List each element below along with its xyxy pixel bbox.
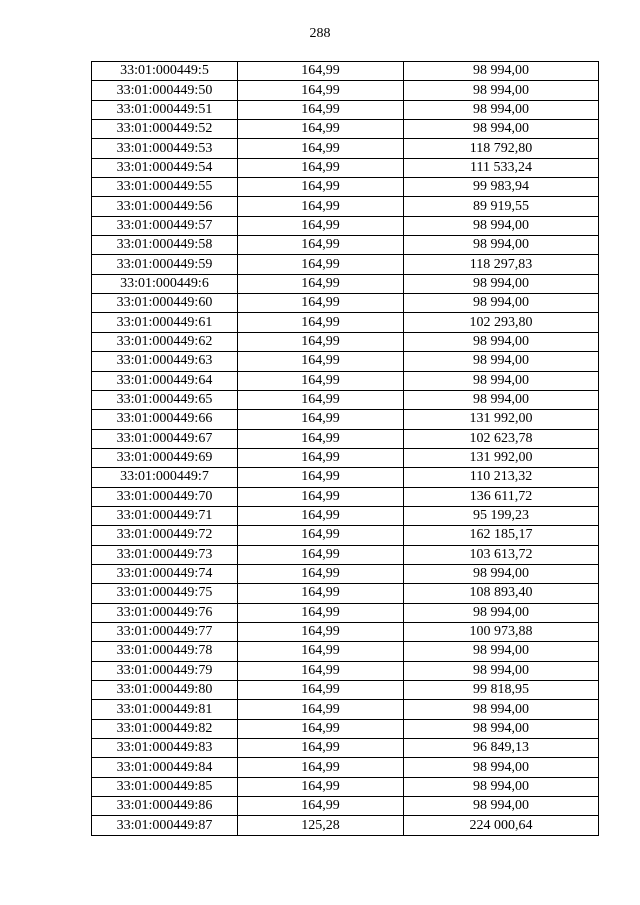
area-cell: 164,99 bbox=[238, 236, 404, 255]
table-row bbox=[92, 700, 599, 719]
value-cell: 98 994,00 bbox=[404, 661, 599, 680]
cadastral-number-cell: 33:01:000449:80 bbox=[92, 681, 238, 700]
area-cell: 164,99 bbox=[238, 700, 404, 719]
value-cell: 98 994,00 bbox=[404, 216, 599, 235]
value-cell: 98 994,00 bbox=[404, 371, 599, 390]
table-row bbox=[92, 100, 599, 119]
value-cell: 98 994,00 bbox=[404, 62, 599, 81]
cadastral-number-cell: 33:01:000449:59 bbox=[92, 255, 238, 274]
table-row bbox=[92, 468, 599, 487]
table-row bbox=[92, 719, 599, 738]
area-cell: 164,99 bbox=[238, 100, 404, 119]
value-cell: 118 792,80 bbox=[404, 139, 599, 158]
value-cell: 98 994,00 bbox=[404, 236, 599, 255]
value-cell: 224 000,64 bbox=[404, 816, 599, 835]
area-cell: 125,28 bbox=[238, 816, 404, 835]
table-row bbox=[92, 487, 599, 506]
table-row bbox=[92, 642, 599, 661]
area-cell: 164,99 bbox=[238, 197, 404, 216]
table-row bbox=[92, 429, 599, 448]
area-cell: 164,99 bbox=[238, 681, 404, 700]
area-cell: 164,99 bbox=[238, 390, 404, 409]
cadastral-number-cell: 33:01:000449:70 bbox=[92, 487, 238, 506]
cadastral-number-cell: 33:01:000449:56 bbox=[92, 197, 238, 216]
cadastral-number-cell: 33:01:000449:79 bbox=[92, 661, 238, 680]
cadastral-number-cell: 33:01:000449:76 bbox=[92, 603, 238, 622]
area-cell: 164,99 bbox=[238, 371, 404, 390]
value-cell: 98 994,00 bbox=[404, 390, 599, 409]
value-cell: 98 994,00 bbox=[404, 758, 599, 777]
table-row bbox=[92, 158, 599, 177]
area-cell: 164,99 bbox=[238, 294, 404, 313]
value-cell: 98 994,00 bbox=[404, 700, 599, 719]
area-cell: 164,99 bbox=[238, 739, 404, 758]
cadastral-number-cell: 33:01:000449:58 bbox=[92, 236, 238, 255]
table-row bbox=[92, 777, 599, 796]
cadastral-number-cell: 33:01:000449:81 bbox=[92, 700, 238, 719]
table-row bbox=[92, 622, 599, 641]
value-cell: 102 293,80 bbox=[404, 313, 599, 332]
table-row bbox=[92, 661, 599, 680]
area-cell: 164,99 bbox=[238, 797, 404, 816]
table-row bbox=[92, 506, 599, 525]
area-cell: 164,99 bbox=[238, 81, 404, 100]
value-cell: 118 297,83 bbox=[404, 255, 599, 274]
value-cell: 98 994,00 bbox=[404, 81, 599, 100]
cadastral-number-cell: 33:01:000449:78 bbox=[92, 642, 238, 661]
cadastral-number-cell: 33:01:000449:60 bbox=[92, 294, 238, 313]
area-cell: 164,99 bbox=[238, 468, 404, 487]
area-cell: 164,99 bbox=[238, 448, 404, 467]
value-cell: 98 994,00 bbox=[404, 564, 599, 583]
table-row bbox=[92, 274, 599, 293]
table-row bbox=[92, 410, 599, 429]
cadastral-number-cell: 33:01:000449:51 bbox=[92, 100, 238, 119]
cadastral-number-cell: 33:01:000449:55 bbox=[92, 178, 238, 197]
area-cell: 164,99 bbox=[238, 410, 404, 429]
cadastral-number-cell: 33:01:000449:86 bbox=[92, 797, 238, 816]
table-row bbox=[92, 81, 599, 100]
table-row bbox=[92, 120, 599, 139]
table-row bbox=[92, 797, 599, 816]
table-row bbox=[92, 681, 599, 700]
table-row bbox=[92, 816, 599, 835]
table-row bbox=[92, 371, 599, 390]
table-row bbox=[92, 197, 599, 216]
table-body bbox=[92, 62, 599, 836]
cadastral-number-cell: 33:01:000449:82 bbox=[92, 719, 238, 738]
table-row bbox=[92, 139, 599, 158]
table-row bbox=[92, 255, 599, 274]
cadastral-number-cell: 33:01:000449:71 bbox=[92, 506, 238, 525]
table-row bbox=[92, 332, 599, 351]
cadastral-number-cell: 33:01:000449:69 bbox=[92, 448, 238, 467]
area-cell: 164,99 bbox=[238, 178, 404, 197]
table-row bbox=[92, 545, 599, 564]
cadastral-number-cell: 33:01:000449:75 bbox=[92, 584, 238, 603]
area-cell: 164,99 bbox=[238, 62, 404, 81]
value-cell: 98 994,00 bbox=[404, 100, 599, 119]
cadastral-number-cell: 33:01:000449:73 bbox=[92, 545, 238, 564]
cadastral-number-cell: 33:01:000449:67 bbox=[92, 429, 238, 448]
value-cell: 98 994,00 bbox=[404, 603, 599, 622]
value-cell: 89 919,55 bbox=[404, 197, 599, 216]
area-cell: 164,99 bbox=[238, 545, 404, 564]
table-row bbox=[92, 584, 599, 603]
table-row bbox=[92, 758, 599, 777]
area-cell: 164,99 bbox=[238, 274, 404, 293]
value-cell: 95 199,23 bbox=[404, 506, 599, 525]
cadastral-number-cell: 33:01:000449:63 bbox=[92, 352, 238, 371]
cadastral-number-cell: 33:01:000449:5 bbox=[92, 62, 238, 81]
table-row bbox=[92, 313, 599, 332]
table-row bbox=[92, 526, 599, 545]
value-cell: 100 973,88 bbox=[404, 622, 599, 641]
value-cell: 96 849,13 bbox=[404, 739, 599, 758]
area-cell: 164,99 bbox=[238, 352, 404, 371]
area-cell: 164,99 bbox=[238, 584, 404, 603]
value-cell: 110 213,32 bbox=[404, 468, 599, 487]
area-cell: 164,99 bbox=[238, 313, 404, 332]
value-cell: 162 185,17 bbox=[404, 526, 599, 545]
table-row bbox=[92, 216, 599, 235]
value-cell: 103 613,72 bbox=[404, 545, 599, 564]
area-cell: 164,99 bbox=[238, 429, 404, 448]
value-cell: 98 994,00 bbox=[404, 352, 599, 371]
value-cell: 131 992,00 bbox=[404, 448, 599, 467]
page-number: 288 bbox=[309, 26, 331, 41]
area-cell: 164,99 bbox=[238, 642, 404, 661]
value-cell: 102 623,78 bbox=[404, 429, 599, 448]
cadastral-number-cell: 33:01:000449:66 bbox=[92, 410, 238, 429]
table-row bbox=[92, 448, 599, 467]
cadastral-number-cell: 33:01:000449:7 bbox=[92, 468, 238, 487]
area-cell: 164,99 bbox=[238, 603, 404, 622]
cadastral-number-cell: 33:01:000449:64 bbox=[92, 371, 238, 390]
cadastral-number-cell: 33:01:000449:84 bbox=[92, 758, 238, 777]
area-cell: 164,99 bbox=[238, 661, 404, 680]
table-row bbox=[92, 62, 599, 81]
cadastral-number-cell: 33:01:000449:85 bbox=[92, 777, 238, 796]
cadastral-number-cell: 33:01:000449:61 bbox=[92, 313, 238, 332]
area-cell: 164,99 bbox=[238, 777, 404, 796]
table-row bbox=[92, 603, 599, 622]
value-cell: 136 611,72 bbox=[404, 487, 599, 506]
table-row bbox=[92, 739, 599, 758]
table-row bbox=[92, 352, 599, 371]
value-cell: 108 893,40 bbox=[404, 584, 599, 603]
area-cell: 164,99 bbox=[238, 158, 404, 177]
area-cell: 164,99 bbox=[238, 487, 404, 506]
area-cell: 164,99 bbox=[238, 332, 404, 351]
cadastral-number-cell: 33:01:000449:87 bbox=[92, 816, 238, 835]
area-cell: 164,99 bbox=[238, 216, 404, 235]
cadastral-number-cell: 33:01:000449:50 bbox=[92, 81, 238, 100]
value-cell: 98 994,00 bbox=[404, 797, 599, 816]
table-row bbox=[92, 294, 599, 313]
cadastral-number-cell: 33:01:000449:83 bbox=[92, 739, 238, 758]
value-cell: 98 994,00 bbox=[404, 332, 599, 351]
area-cell: 164,99 bbox=[238, 255, 404, 274]
cadastral-number-cell: 33:01:000449:65 bbox=[92, 390, 238, 409]
cadastral-number-cell: 33:01:000449:72 bbox=[92, 526, 238, 545]
value-cell: 99 818,95 bbox=[404, 681, 599, 700]
area-cell: 164,99 bbox=[238, 719, 404, 738]
area-cell: 164,99 bbox=[238, 564, 404, 583]
value-cell: 98 994,00 bbox=[404, 274, 599, 293]
area-cell: 164,99 bbox=[238, 526, 404, 545]
table-row bbox=[92, 390, 599, 409]
area-cell: 164,99 bbox=[238, 506, 404, 525]
table-row bbox=[92, 236, 599, 255]
value-cell: 131 992,00 bbox=[404, 410, 599, 429]
table-row bbox=[92, 178, 599, 197]
value-cell: 98 994,00 bbox=[404, 642, 599, 661]
cadastral-number-cell: 33:01:000449:6 bbox=[92, 274, 238, 293]
value-cell: 98 994,00 bbox=[404, 294, 599, 313]
area-cell: 164,99 bbox=[238, 139, 404, 158]
value-cell: 98 994,00 bbox=[404, 777, 599, 796]
cadastral-number-cell: 33:01:000449:62 bbox=[92, 332, 238, 351]
value-cell: 98 994,00 bbox=[404, 120, 599, 139]
cadastral-number-cell: 33:01:000449:52 bbox=[92, 120, 238, 139]
value-cell: 98 994,00 bbox=[404, 719, 599, 738]
cadastral-table bbox=[91, 61, 599, 836]
area-cell: 164,99 bbox=[238, 622, 404, 641]
cadastral-number-cell: 33:01:000449:57 bbox=[92, 216, 238, 235]
cadastral-number-cell: 33:01:000449:53 bbox=[92, 139, 238, 158]
area-cell: 164,99 bbox=[238, 758, 404, 777]
cadastral-number-cell: 33:01:000449:74 bbox=[92, 564, 238, 583]
cadastral-number-cell: 33:01:000449:54 bbox=[92, 158, 238, 177]
value-cell: 99 983,94 bbox=[404, 178, 599, 197]
table-row bbox=[92, 564, 599, 583]
area-cell: 164,99 bbox=[238, 120, 404, 139]
cadastral-number-cell: 33:01:000449:77 bbox=[92, 622, 238, 641]
value-cell: 111 533,24 bbox=[404, 158, 599, 177]
